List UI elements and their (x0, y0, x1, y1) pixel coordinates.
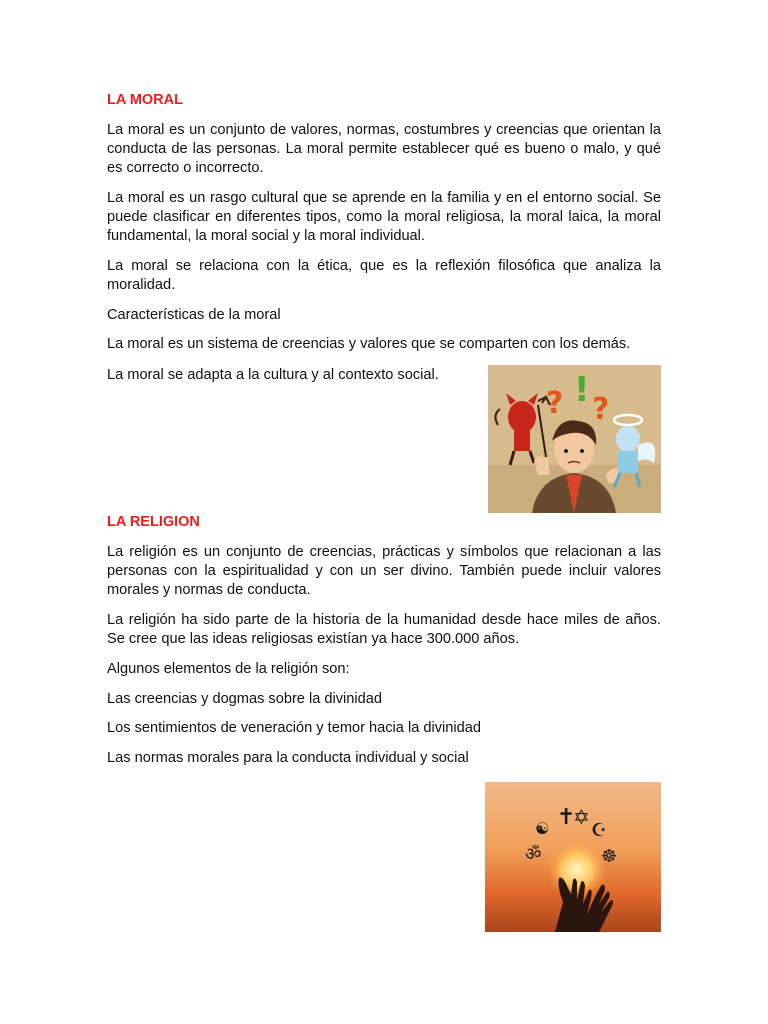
religion-paragraph-2: La religión ha sido parte de la historia de la humanidad desde hace miles de años. Se cree que las ideas religiosas existían ya hace 300.000 años. (107, 612, 661, 648)
moral-illustration-image (488, 365, 661, 513)
religion-element-3: Las normas morales para la conducta individual y social (107, 750, 469, 766)
svg-text:!: ! (574, 370, 590, 410)
moral-paragraph-3: La moral se relaciona con la ética, que es la reflexión filosófica que analiza la moralidad. (107, 258, 661, 294)
svg-text:✝: ✝ (557, 805, 576, 830)
moral-paragraph-2: La moral es un rasgo cultural que se aprende en la familia y en el entorno social. Se puede clasificar en diferentes tipos, como la moral religiosa, la moral laica, la moral fundamental, la moral social y la moral individual. (107, 190, 661, 245)
section-heading-religion: LA RELIGION (107, 514, 200, 530)
moral-paragraph-1: La moral es un conjunto de valores, normas, costumbres y creencias que orientan la conducta de las personas. La moral permite establecer qué es bueno o malo, y qué es correcto o incorrecto. (107, 122, 661, 177)
religion-element-2: Los sentimientos de veneración y temor hacia la divinidad (107, 720, 481, 736)
svg-text:?: ? (592, 392, 610, 427)
svg-text:☸: ☸ (601, 846, 618, 867)
section-heading-moral: LA MORAL (107, 92, 183, 108)
svg-text:ॐ: ॐ (525, 844, 542, 865)
svg-text:?: ? (546, 386, 564, 421)
svg-text:☯: ☯ (535, 819, 550, 838)
religion-paragraph-1: La religión es un conjunto de creencias, prácticas y símbolos que relacionan a las personas con la espiritualidad y con un ser divino. También puede incluir valores morales y normas de conducta. (107, 544, 661, 599)
religion-element-1: Las creencias y dogmas sobre la divinidad (107, 691, 383, 707)
svg-text:☪: ☪ (591, 820, 608, 841)
moral-characteristics-title: Características de la moral (107, 307, 281, 323)
svg-text:✡: ✡ (573, 805, 590, 829)
religion-elements-intro: Algunos elementos de la religión son: (107, 661, 350, 677)
religion-photo-image (485, 782, 661, 932)
moral-paragraph-5: La moral se adapta a la cultura y al contexto social. (107, 367, 439, 383)
moral-paragraph-4: La moral es un sistema de creencias y valores que se comparten con los demás. (107, 336, 631, 352)
